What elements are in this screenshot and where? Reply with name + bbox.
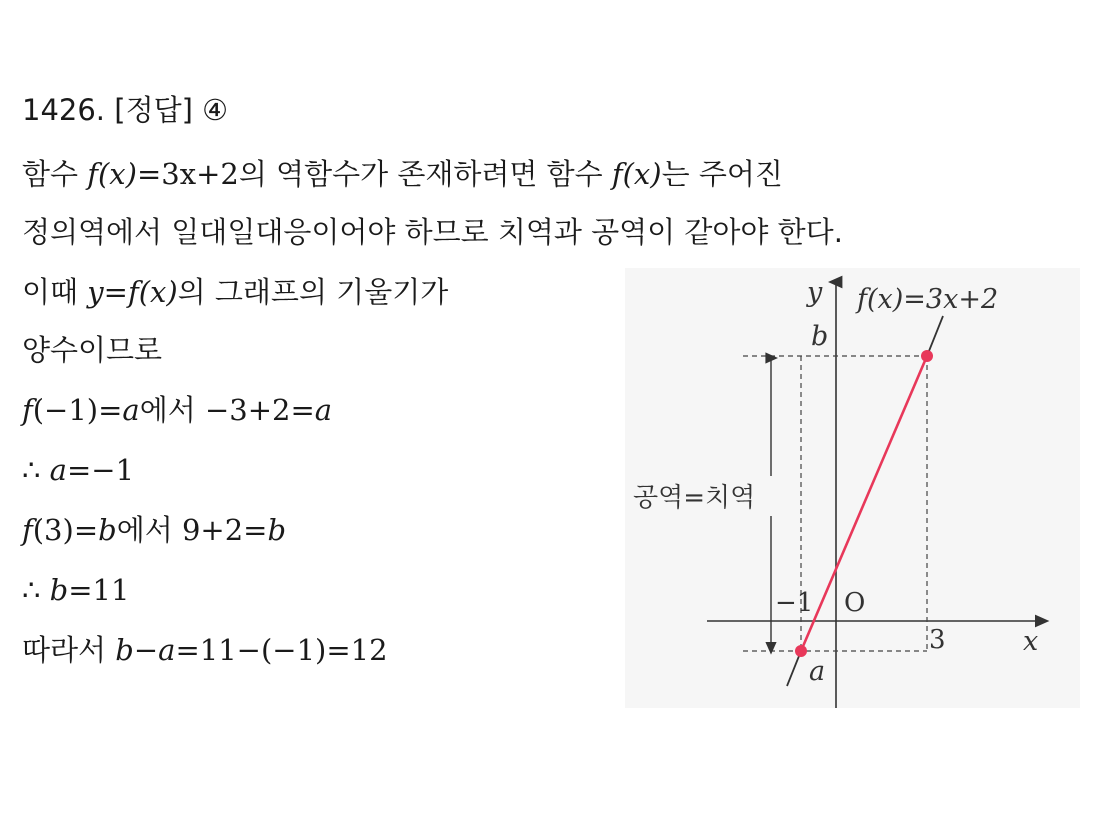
math-expr: =−1 (66, 453, 135, 487)
therefore-symbol: ∴ (22, 453, 50, 487)
range-label: 공역=치역 (633, 483, 756, 513)
x-axis-label: x (1023, 626, 1039, 657)
math-arg: (x) (97, 157, 137, 191)
math-op: − (133, 633, 159, 667)
math-expr: (−1)= (32, 393, 123, 427)
problem-number: 1426. (22, 93, 106, 127)
point-a-label: a (809, 656, 826, 687)
math-var: b (49, 573, 69, 607)
math-expr: 9+2= (181, 513, 268, 547)
answer-choice: ④ (202, 93, 229, 127)
y-axis-label: y (807, 277, 823, 308)
math-var: f (87, 157, 98, 191)
math-arg: (x) (622, 157, 662, 191)
text: 따라서 (22, 633, 116, 667)
math-var: f (611, 157, 623, 191)
math-var: a (122, 393, 140, 427)
math-var: a (49, 453, 67, 487)
math-expr: =3x+2 (136, 157, 239, 191)
answer-label: [정답] (114, 93, 193, 127)
math-var: f (22, 513, 33, 547)
solution-line-6 (22, 390, 332, 430)
text: 함수 (22, 157, 88, 191)
tick-3-label: 3 (929, 625, 946, 655)
math-op: = (103, 275, 128, 309)
function-line-ext-top (927, 316, 943, 356)
math-var: b (98, 513, 117, 547)
problem-header (22, 90, 228, 130)
math-var: a (158, 633, 176, 667)
text: 양수이므로 (22, 333, 163, 367)
point-a (795, 645, 807, 657)
text: 의 역함수가 존재하려면 함수 (238, 157, 612, 191)
text: 에서 (139, 393, 205, 427)
math-var: b (267, 513, 287, 547)
math-var: b (115, 633, 134, 667)
math-var: a (314, 393, 333, 427)
solution-line-8 (22, 510, 286, 550)
function-graph (625, 268, 1080, 708)
solution-line-2 (22, 154, 783, 194)
math-var: f (22, 393, 33, 427)
text: 에서 (116, 513, 182, 547)
point-b (921, 350, 933, 362)
math-expr: (3)= (32, 513, 99, 547)
therefore-symbol: ∴ (22, 573, 50, 607)
solution-line-5 (22, 330, 162, 370)
origin-label: O (844, 588, 866, 618)
math-expr: =11−(−1)=12 (175, 633, 388, 667)
tick-neg1-label: −1 (775, 588, 814, 618)
text: 의 그래프의 기울기가 (177, 275, 449, 309)
math-expr: −3+2= (204, 393, 315, 427)
solution-line-3 (22, 212, 843, 252)
solution-line-4 (22, 272, 448, 312)
point-b-label: b (811, 321, 829, 352)
solution-line-7 (22, 450, 134, 490)
solution-line-9 (22, 570, 129, 610)
text: 이때 (22, 275, 88, 309)
function-label: f(x)=3x+2 (857, 284, 999, 315)
math-arg: (x) (138, 275, 178, 309)
text: 정의역에서 일대일대응이어야 하므로 치역과 공역이 같아야 한다. (22, 215, 843, 249)
math-var: y (87, 275, 104, 309)
solution-line-10 (22, 630, 388, 670)
math-var: f (127, 275, 139, 309)
math-expr: =11 (68, 573, 130, 607)
text: 는 주어진 (661, 157, 783, 191)
